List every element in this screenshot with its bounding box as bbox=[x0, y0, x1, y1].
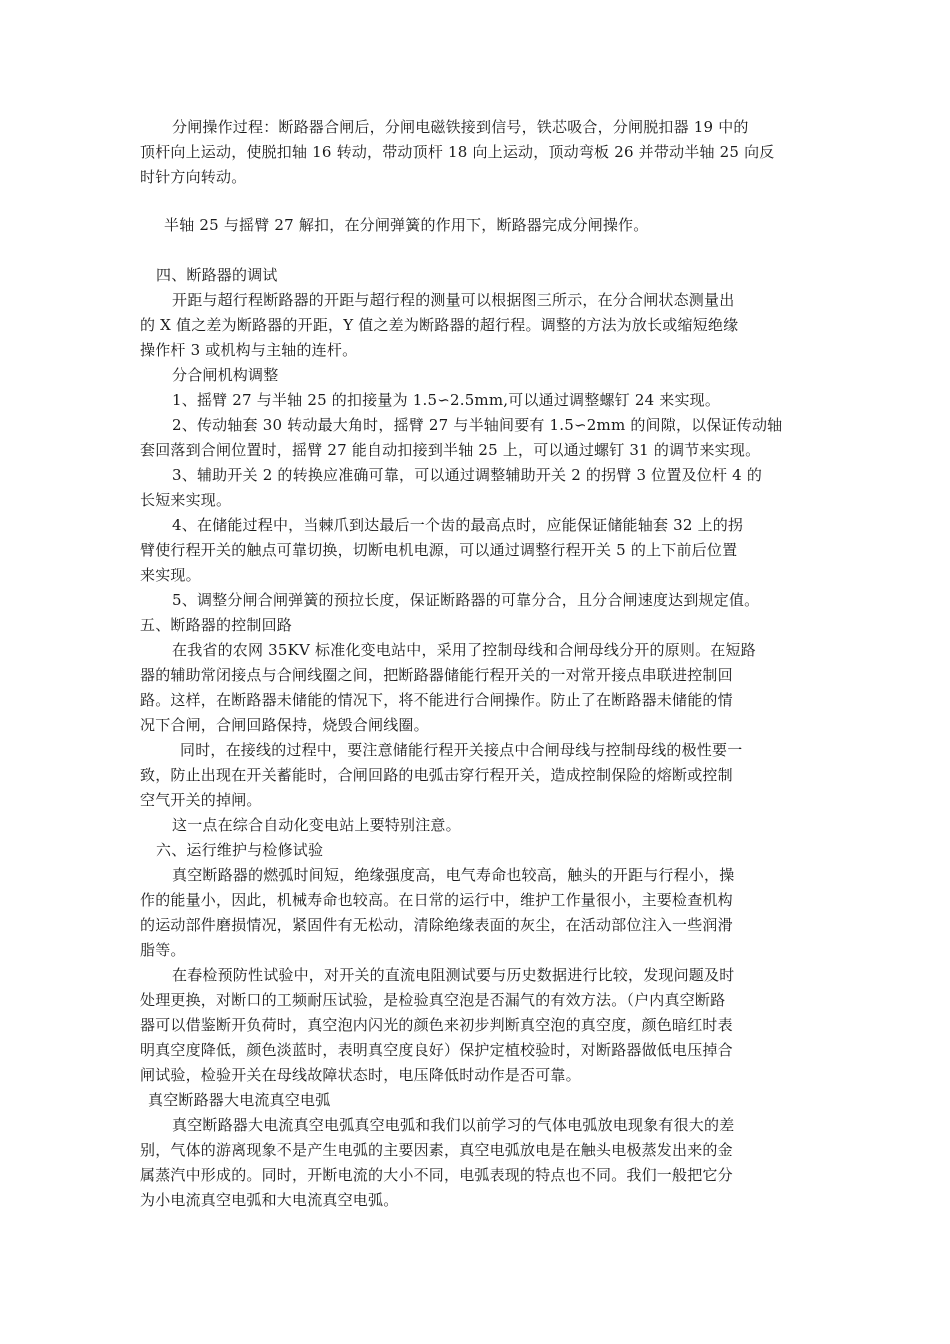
text-line: 来实现。 bbox=[140, 566, 201, 584]
text-line: 致，防止出现在开关蓄能时，合闸回路的电弧击穿行程开关，造成控制保险的熔断或控制 bbox=[140, 766, 733, 784]
text-line: 况下合闸，合闸回路保持，烧毁合闸线圈。 bbox=[140, 716, 429, 734]
text-line: 闸试验，检验开关在母线故障状态时，电压降低时动作是否可靠。 bbox=[140, 1066, 581, 1084]
text-line: 真空断路器的燃弧时间短，绝缘强度高，电气寿命也较高，触头的开距与行程小，操 bbox=[172, 866, 735, 884]
section-heading: 六、运行维护与检修试验 bbox=[156, 841, 324, 859]
text-line: 的运动部件磨损情况，紧固件有无松动，清除绝缘表面的灰尘，在活动部位注入一些润滑 bbox=[140, 916, 733, 934]
text-line: 半轴 25 与摇臂 27 解扣，在分闸弹簧的作用下，断路器完成分闸操作。 bbox=[164, 216, 649, 234]
text-line: 在我省的农网 35KV 标准化变电站中，采用了控制母线和合闸母线分开的原则。在短路 bbox=[172, 641, 756, 659]
section-heading: 四、断路器的调试 bbox=[156, 266, 278, 284]
text-line: 器可以借鉴断开负荷时，真空泡内闪光的颜色来初步判断真空泡的真空度，颜色暗红时表 bbox=[140, 1016, 733, 1034]
text-line: 顶杆向上运动，使脱扣轴 16 转动，带动顶杆 18 向上运动，顶动弯板 26 并带动半轴 25 向反 bbox=[140, 143, 775, 161]
subheading: 真空断路器大电流真空电弧 bbox=[148, 1091, 331, 1109]
text-line: 明真空度降低，颜色淡蓝时，表明真空度良好）保护定植校验时，对断路器做低电压掉合 bbox=[140, 1041, 733, 1059]
text-line: 处理更换，对断口的工频耐压试验，是检验真空泡是否漏气的有效方法。（户内真空断路 bbox=[140, 991, 726, 1009]
text-line: 长短来实现。 bbox=[140, 491, 232, 509]
text-line: 分闸操作过程：断路器合闸后，分闸电磁铁接到信号，铁芯吸合，分闸脱扣器 19 中的 bbox=[172, 118, 749, 136]
subheading: 分合闸机构调整 bbox=[172, 366, 279, 384]
text-line: 臂使行程开关的触点可靠切换，切断电机电源，可以通过调整行程开关 5 的上下前后位置 bbox=[140, 541, 738, 559]
text-line: 空气开关的掉闸。 bbox=[140, 791, 262, 809]
text-line: 同时，在接线的过程中，要注意储能行程开关接点中合闸母线与控制母线的极性要一 bbox=[180, 741, 743, 759]
text-line: 真空断路器大电流真空电弧真空电弧和我们以前学习的气体电弧放电现象有很大的差 bbox=[172, 1116, 735, 1134]
text-line: 的 X 值之差为断路器的开距，Y 值之差为断路器的超行程。调整的方法为放长或缩短绝缘 bbox=[140, 316, 739, 334]
text-line: 作的能量小，因此，机械寿命也较高。在日常的运行中，维护工作量很小，主要检查机构 bbox=[140, 891, 733, 909]
text-line: 4、在储能过程中，当棘爪到达最后一个齿的最高点时，应能保证储能轴套 32 上的拐 bbox=[172, 516, 744, 534]
text-line: 属蒸汽中形成的。同时，开断电流的大小不同，电弧表现的特点也不同。我们一般把它分 bbox=[140, 1166, 733, 1184]
text-line: 操作杆 3 或机构与主轴的连杆。 bbox=[140, 341, 358, 359]
text-line: 脂等。 bbox=[140, 941, 186, 959]
text-line: 3、辅助开关 2 的转换应准确可靠，可以通过调整辅助开关 2 的拐臂 3 位置及位杆 4 的 bbox=[172, 466, 763, 484]
text-line: 别，气体的游离现象不是产生电弧的主要因素，真空电弧放电是在触头电极蒸发出来的金 bbox=[140, 1141, 733, 1159]
section-heading: 五、断路器的控制回路 bbox=[140, 616, 293, 634]
text-line: 套回落到合闸位置时，摇臂 27 能自动扣接到半轴 25 上，可以通过螺钉 31 的调节来实现。 bbox=[140, 441, 761, 459]
text-line: 5、调整分闸合闸弹簧的预拉长度，保证断路器的可靠分合，且分合闸速度达到规定值。 bbox=[172, 591, 760, 609]
text-line: 开距与超行程断路器的开距与超行程的测量可以根据图三所示，在分合闸状态测量出 bbox=[172, 291, 735, 309]
text-line: 时针方向转动。 bbox=[140, 168, 247, 186]
text-line: 器的辅助常闭接点与合闸线圈之间，把断路器储能行程开关的一对常开接点串联进控制回 bbox=[140, 666, 733, 684]
text-line: 路。这样，在断路器未储能的情况下，将不能进行合闸操作。防止了在断路器未储能的情 bbox=[140, 691, 733, 709]
text-line: 这一点在综合自动化变电站上要特别注意。 bbox=[172, 816, 461, 834]
text-line: 为小电流真空电弧和大电流真空电弧。 bbox=[140, 1191, 399, 1209]
text-line: 1、摇臂 27 与半轴 25 的扣接量为 1.5∽2.5mm,可以通过调整螺钉 24 来实现。 bbox=[172, 391, 721, 409]
text-line: 2、传动轴套 30 转动最大角时，摇臂 27 与半轴间要有 1.5∽2mm 的间隙，以保证传动轴 bbox=[172, 416, 783, 434]
text-line: 在春检预防性试验中，对开关的直流电阻测试要与历史数据进行比较，发现问题及时 bbox=[172, 966, 735, 984]
